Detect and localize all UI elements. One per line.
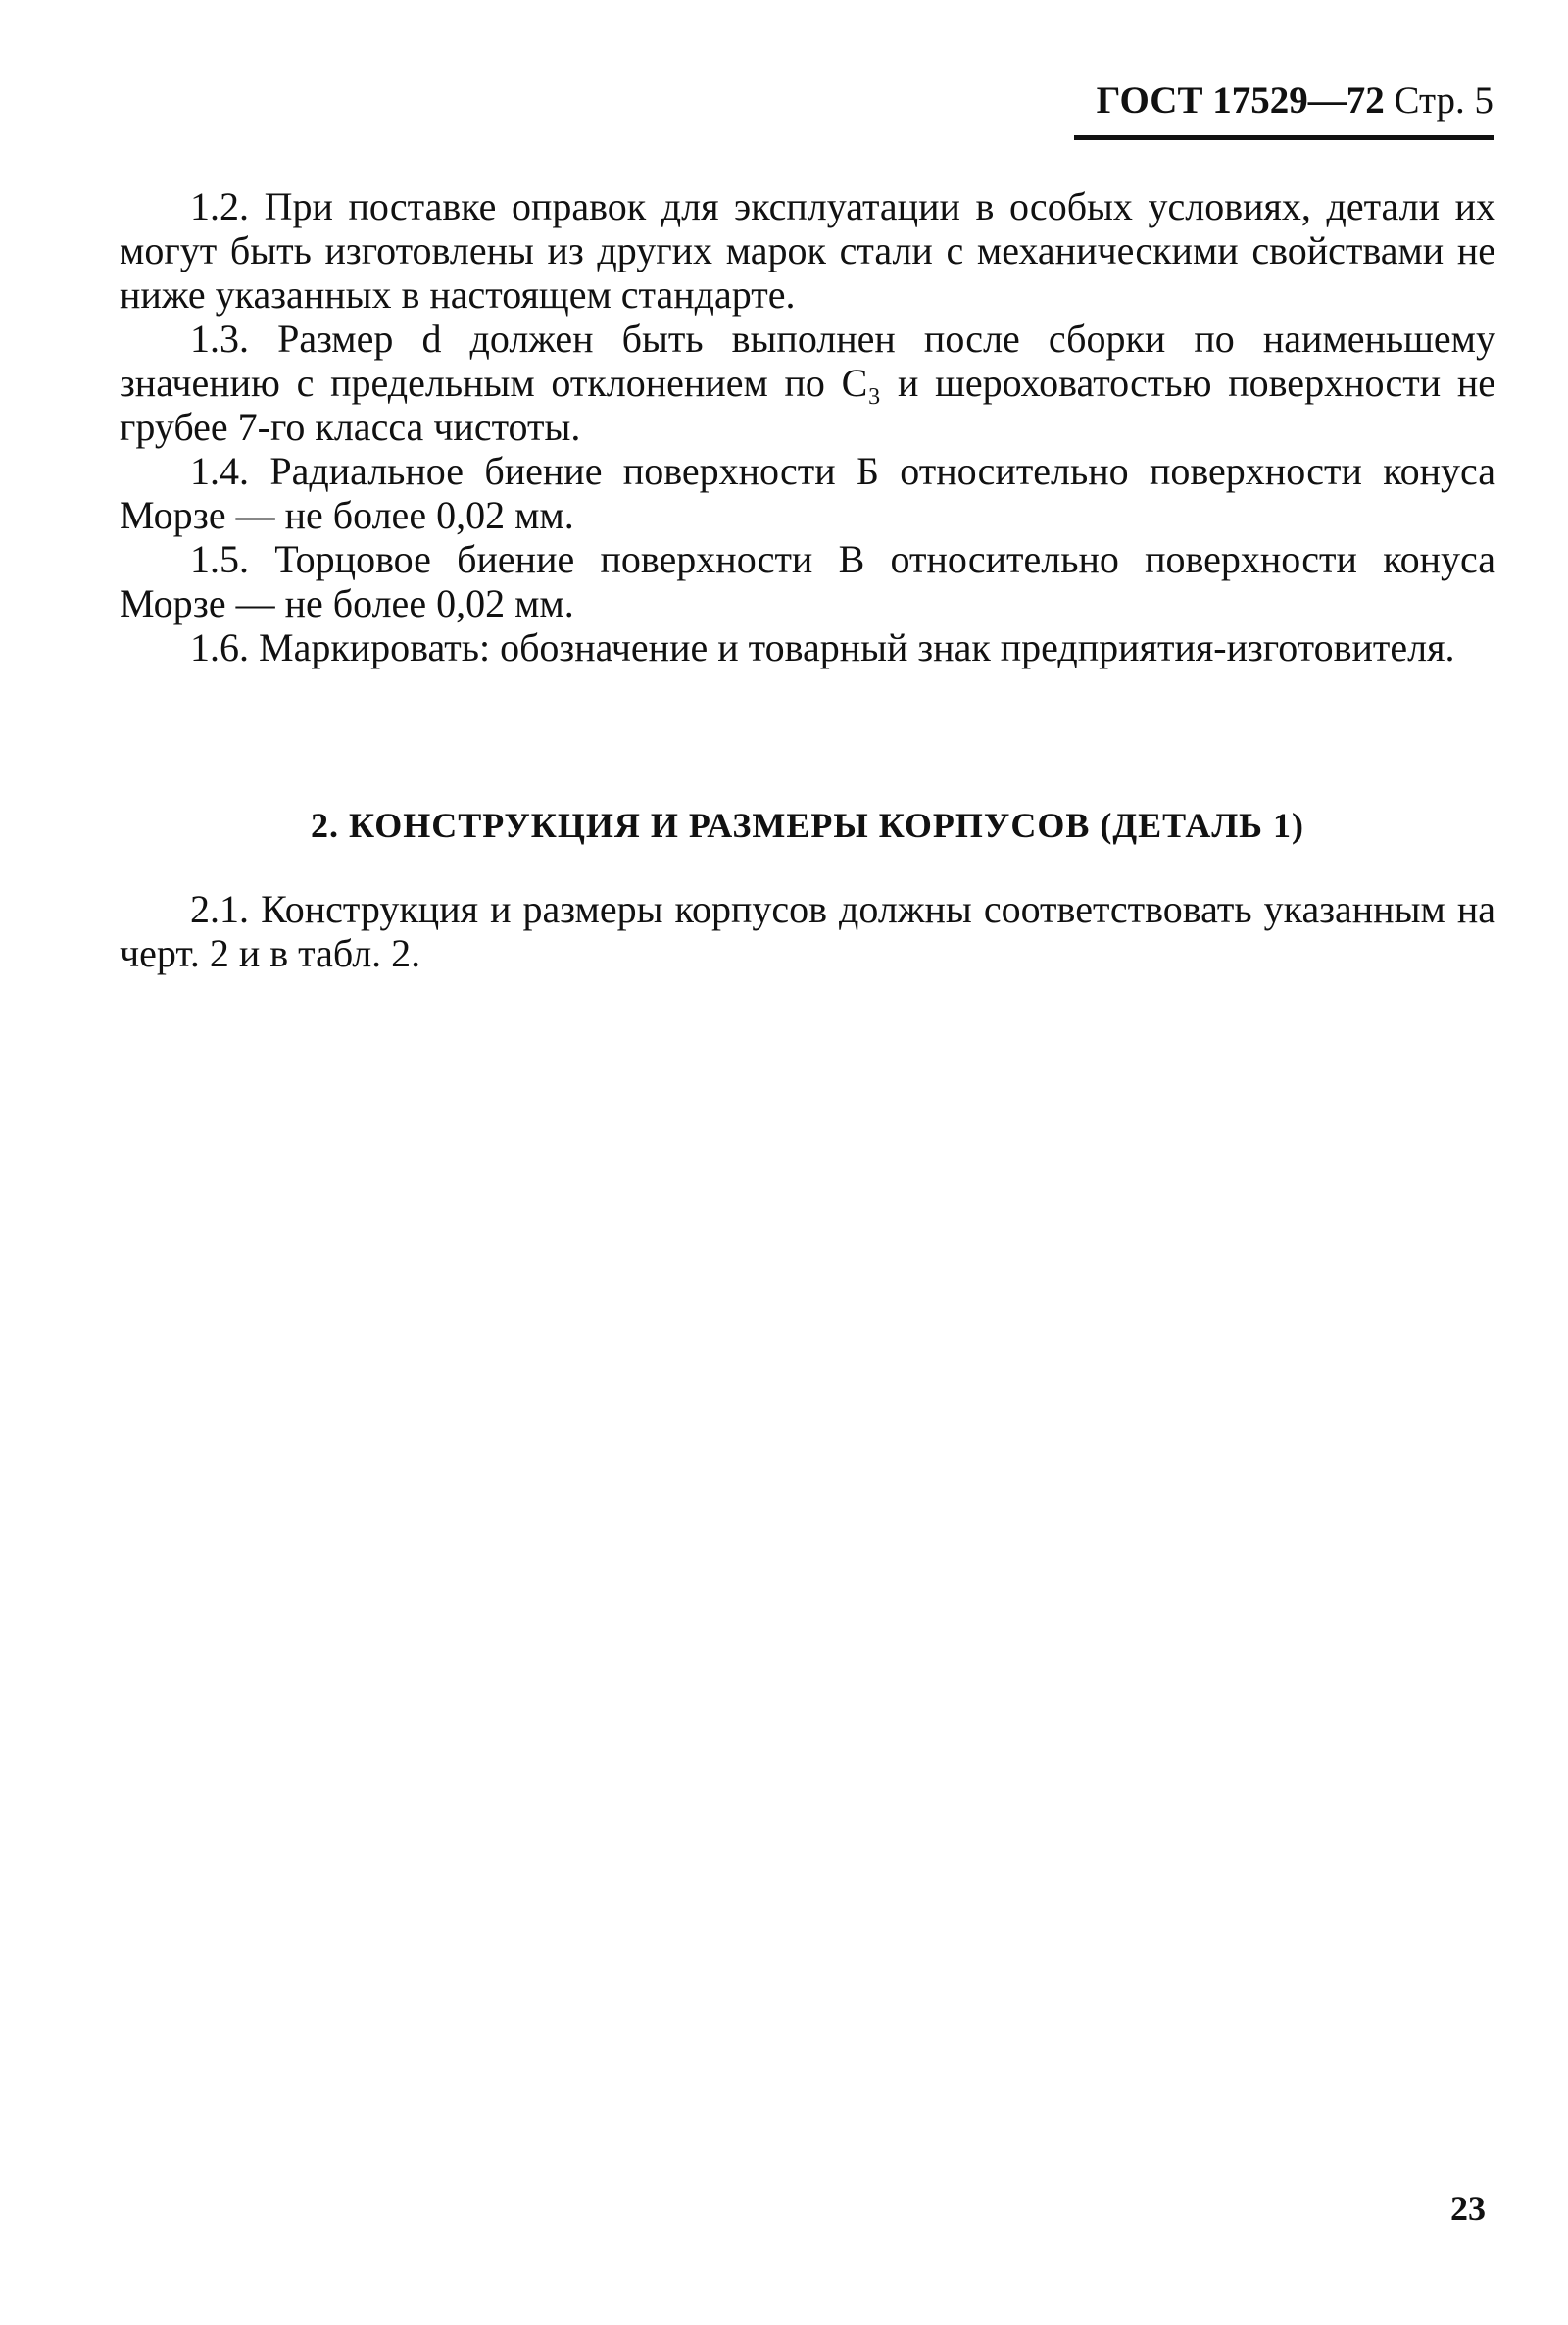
section-2-text: [120, 887, 1495, 975]
paragraph-1-4: 1.4. Радиальное биение поверхности Б относительно поверхности конуса Морзе — не более 0,02 мм.: [120, 449, 1495, 537]
page-number: 23: [1450, 2189, 1486, 2228]
paragraph-1-6: 1.6. Маркировать: обозначение и товарный знак предприятия-изготовителя.: [190, 625, 1455, 669]
standard-code: ГОСТ 17529—72: [1096, 79, 1385, 122]
section-2-title: 2. КОНСТРУКЦИЯ И РАЗМЕРЫ КОРПУСОВ (ДЕТАЛЬ 1): [311, 806, 1304, 845]
paragraph-1-3: 1.3. Размер d должен быть выполнен после сборки по наименьшему значению с предельным отклонением по C₃ и шероховатостью поверхности не грубее 7-го класса чистоты.: [120, 317, 1495, 449]
header-text: [1097, 78, 1494, 123]
paragraph-2-1: 2.1. Конструкция и размеры корпусов должны соответствовать указанным на черт. 2 и в табл. 2.: [120, 887, 1495, 975]
paragraph-1-5: 1.5. Торцовое биение поверхности В относительно поверхности конуса Морзе — не более 0,02 мм.: [120, 537, 1495, 625]
page-label: Стр. 5: [1394, 79, 1494, 122]
page-header: [1074, 76, 1494, 140]
paragraph-1-2: 1.2. При поставке оправок для эксплуатации в особых условиях, детали их могут быть изготовлены из других марок стали с механическими свойствами не ниже указанных в настоящем стандарте.: [120, 184, 1495, 317]
section-1-text: [120, 184, 1495, 669]
